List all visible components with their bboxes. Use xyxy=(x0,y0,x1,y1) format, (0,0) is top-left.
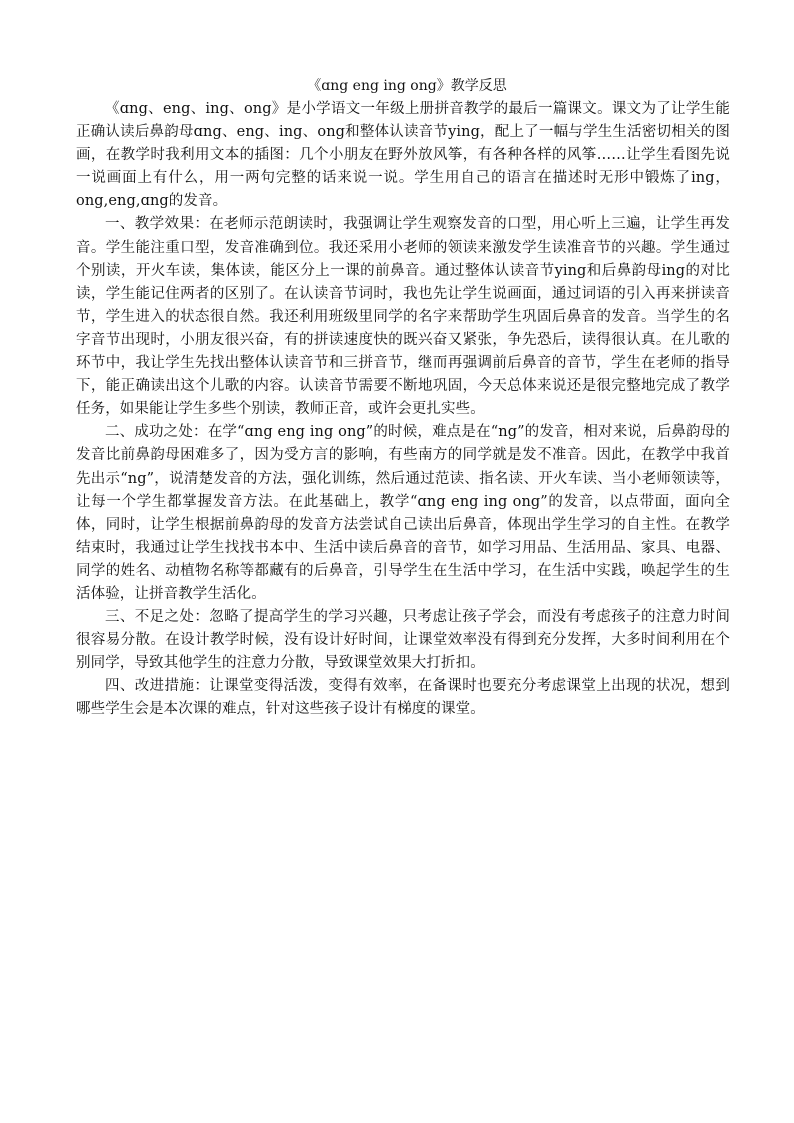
document-title: 《ɑng eng ing ong》教学反思 xyxy=(307,78,507,94)
intro-paragraph: 《ɑng、eng、ing、ong》是小学语文一年级上册拼音教学的最后一篇课文。课文为了让学生能正确认读后鼻韵母ɑng、eng、ing、ong和整体认读音节ying，配上了一幅与学生生活密切相关的图画，在教学时我利用文本的插图：几个小朋友在野外放风筝，有各种各样的风筝……让学生看图先说一说画面上有什么，用一两句完整的话来说一说。学生用自己的语言在描述时无形中锻炼了ing，ong,eng,ɑng的发音。 xyxy=(76,101,730,210)
improvement-paragraph: 四、改进措施：让课堂变得活泼，变得有效率，在备课时也要充分考虑课堂上出现的状况，想到哪些学生会是本次课的难点，针对这些孩子设计有梯度的课堂。 xyxy=(76,678,730,718)
teaching-effect-paragraph: 一、教学效果：在老师示范朗读时，我强调让学生观察发音的口型，用心听上三遍，让学生再发音。学生能注重口型，发音准确到位。我还采用小老师的领读来激发学生读准音节的兴趣。学生通过个别读，开火车读，集体读，能区分上一课的前鼻音。通过整体认读音节ying和后鼻韵母ing的对比读，学生能记住两者的区别了。在认读音节词时，我也先让学生说画面，通过词语的引入再来拼读音节，学生进入的状态很自然。我还利用班级里同学的名字来帮助学生巩固后鼻音的发音。当学生的名字音节出现时，小朋友很兴奋，有的拼读速度快的既兴奋又紧张，争先恐后，读得很认真。在儿歌的环节中，我让学生先找出整体认读音节和三拼音节，继而再强调前后鼻音的音节，学生在老师的指导下，能正确读出这个儿歌的内容。认读音节需要不断地巩固，今天总体来说还是很完整地完成了教学任务，如果能让学生多些个别读，教师正音，或许会更扎实些。 xyxy=(76,216,730,418)
document-page xyxy=(76,76,730,722)
shortcomings-paragraph: 三、不足之处：忽略了提高学生的学习兴趣，只考虑让孩子学会，而没有考虑孩子的注意力时间很容易分散。在设计教学时候，没有设计好时间，让课堂效率没有得到充分发挥，大多时间利用在个别同学，导致其他学生的注意力分散，导致课堂效果大打折扣。 xyxy=(76,609,730,672)
success-paragraph: 二、成功之处：在学“ɑng eng ing ong”的时候，难点是在“ng”的发音，相对来说，后鼻韵母的发音比前鼻韵母困难多了，因为受方言的影响，有些南方的同学就是发不准音。因此，在教学中我首先出示“ng”，说清楚发音的方法，强化训练，然后通过范读、指名读、开火车读、当小老师领读等，让每一个学生都掌握发音方法。在此基础上，教学“ɑng eng ing ong”的发音，以点带面，面向全体，同时，让学生根据前鼻韵母的发音方法尝试自己读出后鼻音，体现出学生学习的自主性。在教学结束时，我通过让学生找找书本中、生活中读后鼻音的音节，如学习用品、生活用品、家具、电器、同学的姓名、动植物名称等都藏有的后鼻音，引导学生在生活中学习，在生活中实践，唤起学生的生活体验，让拼音教学生活化。 xyxy=(76,424,730,602)
